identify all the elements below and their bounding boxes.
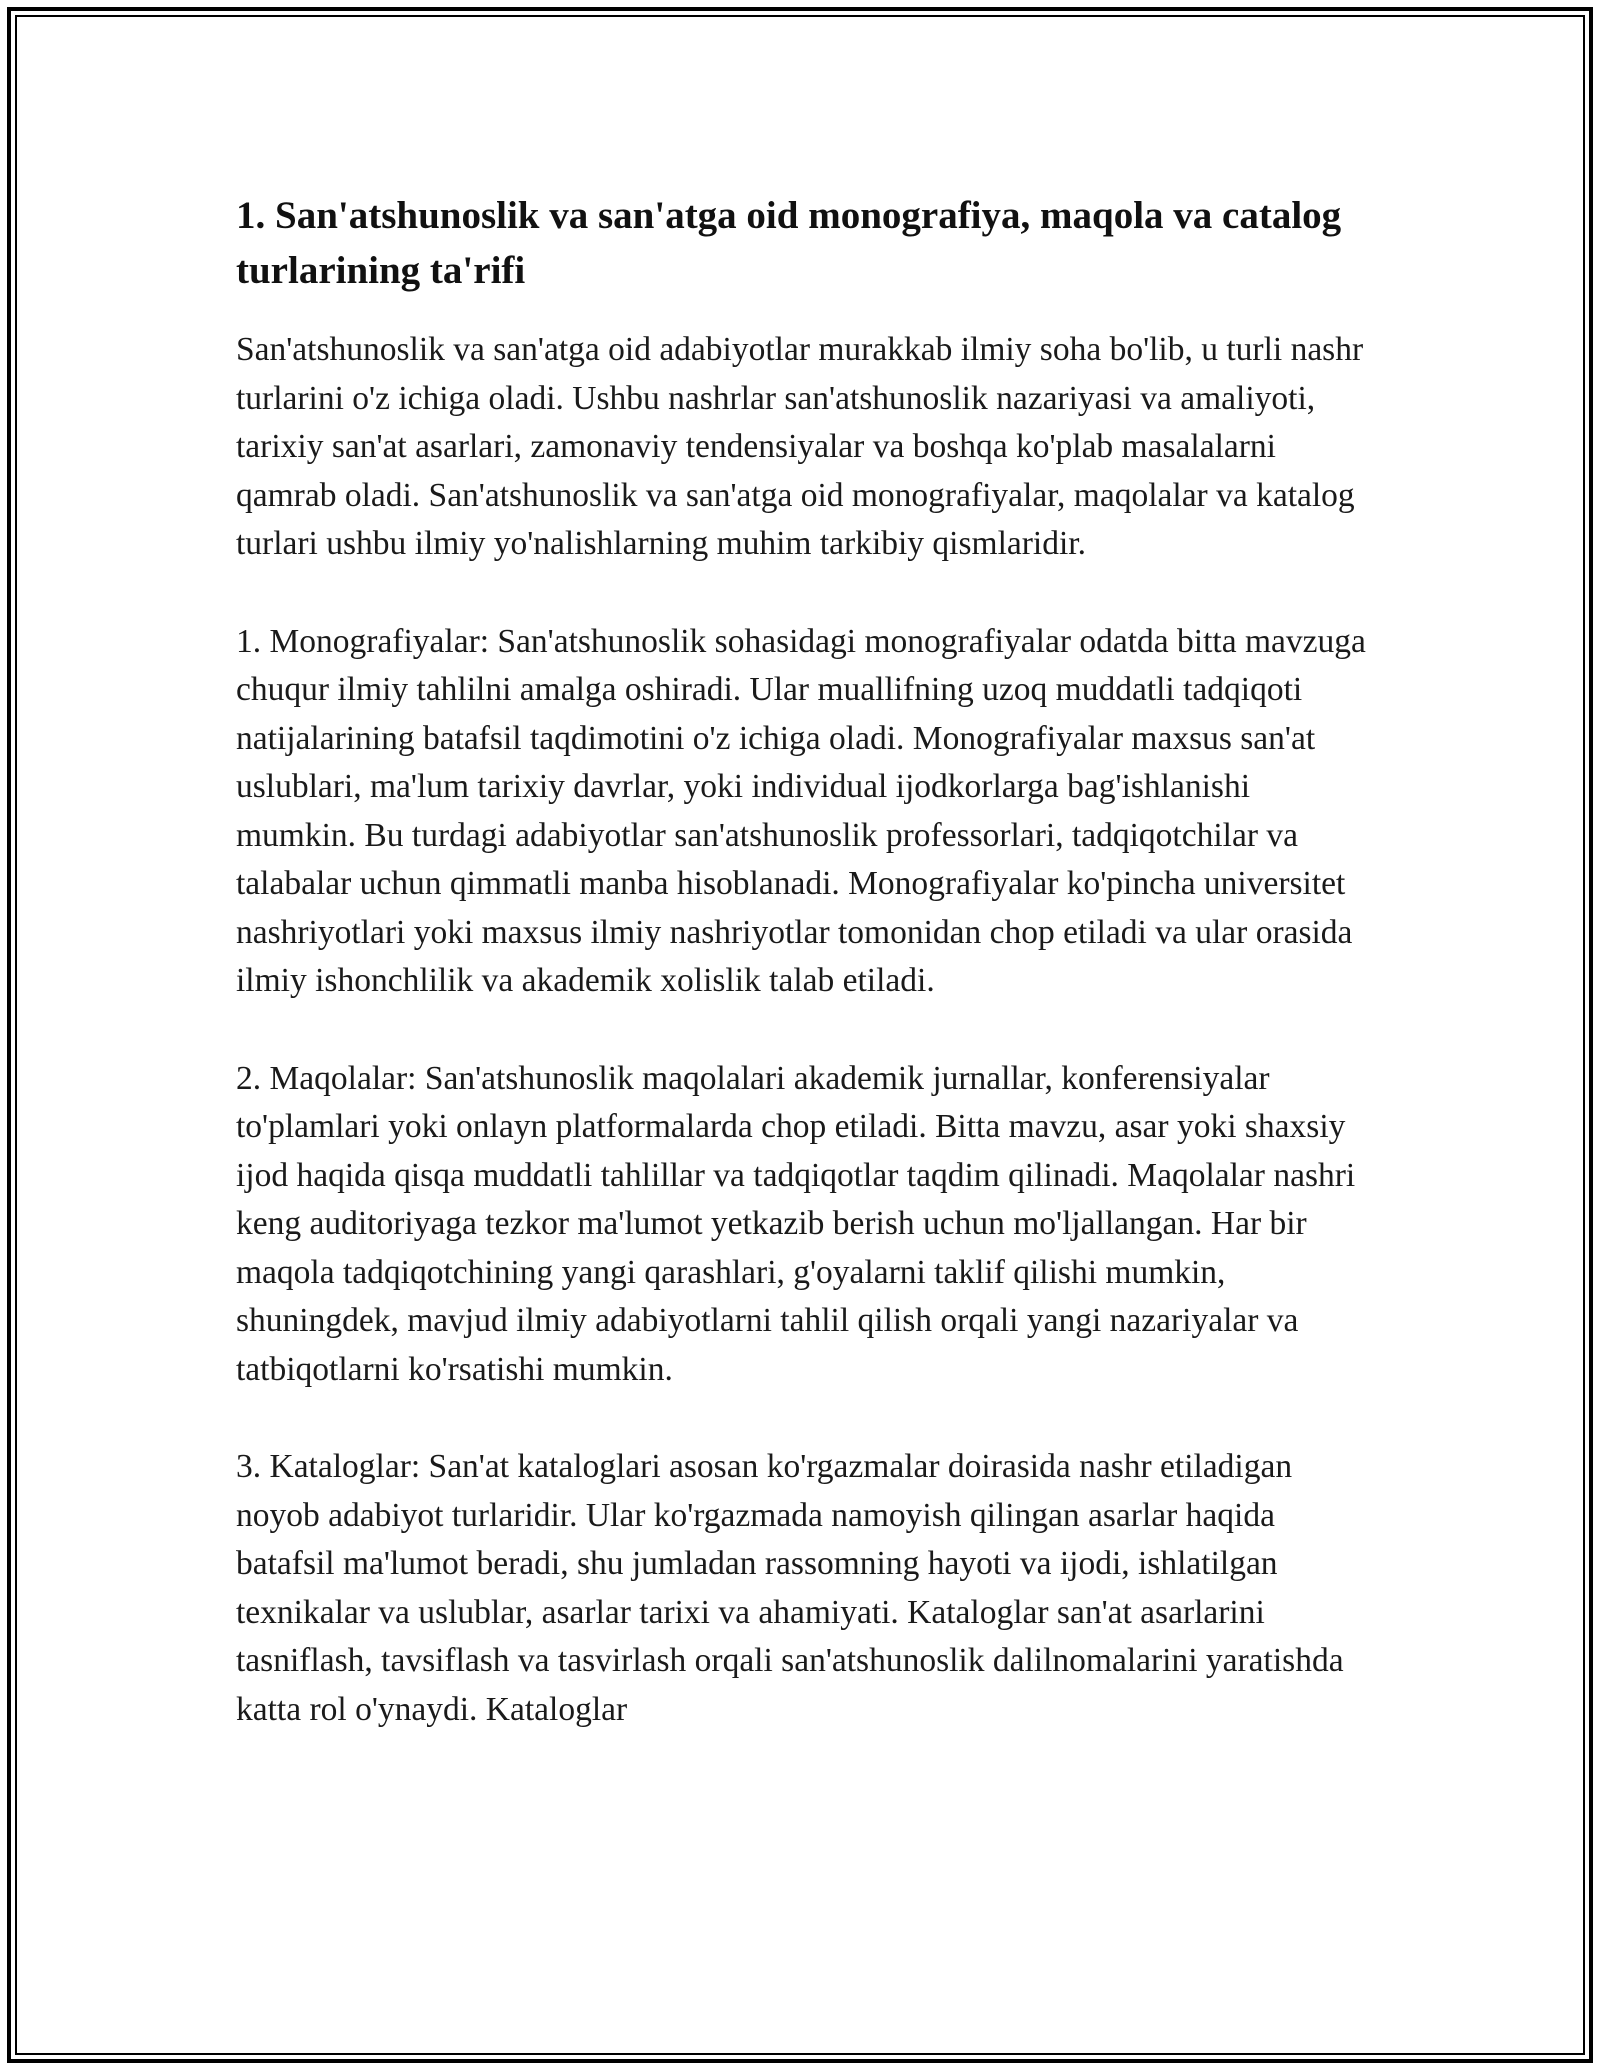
articles-paragraph: 2. Maqolalar: San'atshunoslik maqolalari akademik jurnallar, konferensiyalar to'plamlari yoki onlayn platformalarda chop etiladi. Bitta mavzu, asar yoki shaxsiy ijod haqida qisqa muddatli tahlillar va tadqiqotlar taqdim qilinadi. Maqolalar nashri keng auditoriyaga tezkor ma'lumot yetkazib berish uchun mo'ljallangan. Har bir maqola tadqiqotchining yangi qarashlari, g'oyalarni taklif qilishi mumkin, shuningdek, mavjud ilmiy adabiyotlarni tahlil qilish orqali yangi nazariyalar va tatbiqotlarni ko'rsatishi mumkin. bbox=[236, 1059, 1356, 1388]
page-title: 1. San'atshunoslik va san'atga oid monografiya, maqola va catalog turlarining ta'rifi bbox=[236, 194, 1342, 292]
intro-paragraph: San'atshunoslik va san'atga oid adabiyotlar murakkab ilmiy soha bo'lib, u turli nashr turlarini o'z ichiga oladi. Ushbu nashrlar san'atshunoslik nazariyasi va amaliyoti, tarixiy san'at asarlari, zamonaviy tendensiyalar va boshqa ko'plab masalalarni qamrab oladi. San'atshunoslik va san'atga oid monografiyalar, maqolalar va katalog turlari ushbu ilmiy yo'nalishlarning muhim tarkibiy qismlaridir. bbox=[236, 331, 1364, 562]
monographs-paragraph: 1. Monografiyalar: San'atshunoslik sohasidagi monografiyalar odatda bitta mavzuga chuqur ilmiy tahlilni amalga oshiradi. Ular muallifning uzoq muddatli tadqiqoti natijalarining batafsil taqdimotini o'z ichiga oladi. Monografiyalar maxsus san'at uslublari, ma'lum tarixiy davrlar, yoki individual ijodkorlarga bag'ishlanishi mumkin. Bu turdagi adabiyotlar san'atshunoslik professorlari, tadqiqotchilar va talabalar uchun qimmatli manba hisoblanadi. Monografiyalar ko'pincha universitet nashriyotlari yoki maxsus ilmiy nashriyotlar tomonidan chop etiladi va ular orasida ilmiy ishonchlilik va akademik xolislik talab etiladi. bbox=[236, 622, 1366, 999]
catalogs-paragraph: 3. Kataloglar: San'at kataloglari asosan ko'rgazmalar doirasida nashr etiladigan noyob adabiyot turlaridir. Ular ko'rgazmada namoyish qilingan asarlar haqida batafsil ma'lumot beradi, shu jumladan rassomning hayoti va ijodi, ishlatilgan texnikalar va uslublar, asarlar tarixi va ahamiyati. Kataloglar san'at asarlarini tasniflash, tavsiflash va tasvirlash orqali san'atshunoslik dalilnomalarini yaratishda katta rol o'ynaydi. Kataloglar bbox=[236, 1448, 1344, 1728]
document-body bbox=[236, 188, 1366, 1734]
